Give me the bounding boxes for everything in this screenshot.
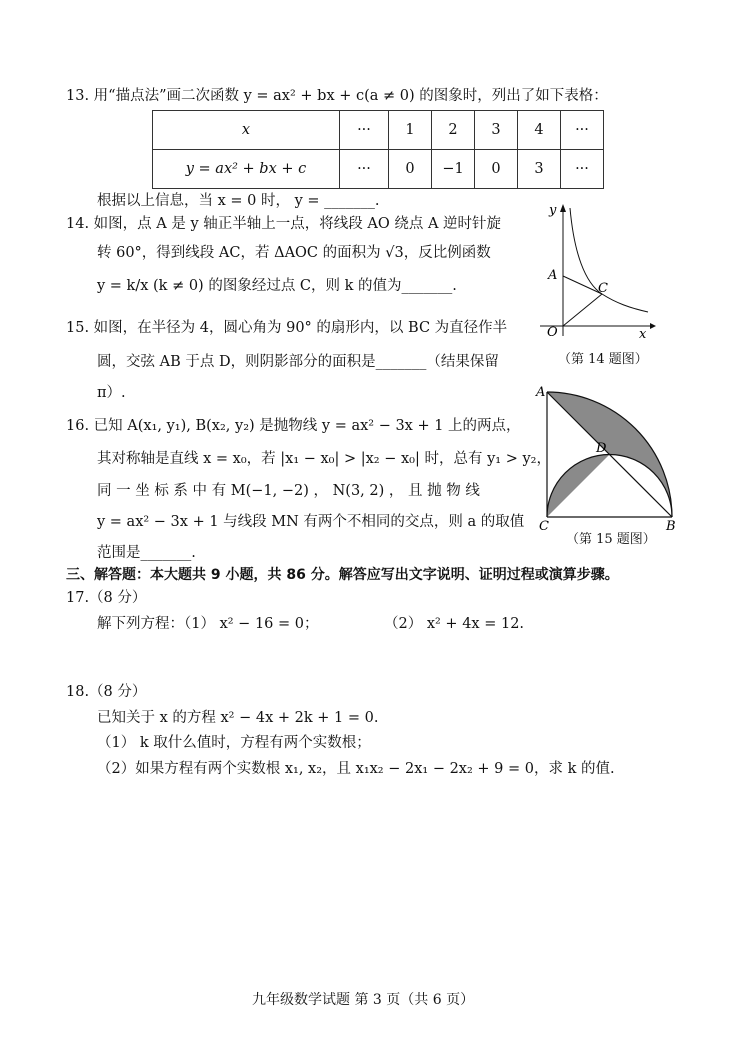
q15-caption: （第 15 题图）: [566, 532, 656, 547]
segment-ac: [563, 276, 602, 294]
label-c: C: [539, 519, 549, 530]
q17-heading: 17.（8 分）: [66, 590, 147, 606]
q18-heading: 18.（8 分）: [66, 684, 147, 700]
table-head-x: x: [153, 111, 340, 150]
table-cell: ···: [340, 111, 389, 150]
q18-part2: （2）如果方程有两个实数根 x₁, x₂，且 x₁x₂ − 2x₁ − 2x₂ + 9 = 0，求 k 的值.: [97, 761, 615, 777]
label-d: D: [596, 441, 607, 456]
shaded-semicircle-region: [547, 455, 610, 518]
table-row: [153, 111, 604, 150]
table-cell: 4: [518, 111, 561, 150]
label-o: O: [547, 325, 558, 340]
q17-part2: （2） x² + 4x = 12.: [384, 616, 525, 632]
label-a: A: [536, 385, 546, 400]
q14-line2: 转 60°，得到线段 AC，若 ΔAOC 的面积为 √3，反比例函数: [97, 245, 491, 261]
segment-oc: [563, 294, 602, 326]
y-axis-arrow-icon: [560, 204, 566, 212]
q15-line3: π）.: [97, 385, 126, 401]
q15-figure: [530, 380, 690, 530]
table-cell: −1: [432, 150, 475, 189]
q14-line1: 14. 如图，点 A 是 y 轴正半轴上一点，将线段 AO 绕点 A 逆时针旋: [66, 216, 502, 232]
q16-line5: 范围是_______.: [97, 545, 196, 561]
label-c: C: [598, 281, 608, 296]
q14-figure: [530, 198, 660, 343]
table-row: [153, 150, 604, 189]
q16-line2: 其对称轴是直线 x = x₀，若 |x₁ − x₀| > |x₂ − x₀| 时，总有 y₁ > y₂，: [97, 451, 551, 467]
section-heading: 三、解答题：本大题共 9 小题，共 86 分。解答应写出文字说明、证明过程或演算步骤。: [66, 567, 619, 583]
q16-line1: 16. 已知 A(x₁, y₁), B(x₂, y₂) 是抛物线 y = ax² − 3x + 1 上的两点，: [66, 418, 521, 434]
q17-part1: 解下列方程：（1） x² − 16 = 0；: [97, 616, 319, 632]
table-cell: ···: [340, 150, 389, 189]
table-cell: 3: [518, 150, 561, 189]
q13-value-table: [152, 110, 604, 189]
label-a: A: [548, 268, 558, 283]
q18-line1: 已知关于 x 的方程 x² − 4x + 2k + 1 = 0.: [97, 710, 379, 726]
q14-caption: （第 14 题图）: [558, 352, 648, 367]
q16-line3: 同 一 坐 标 系 中 有 M(−1, −2) ， N(3, 2) ， 且 抛 物 线: [97, 483, 480, 499]
q13-question: 根据以上信息，当 x = 0 时， y = _______.: [97, 193, 380, 209]
table-cell: 0: [389, 150, 432, 189]
label-x: x: [639, 327, 647, 342]
table-cell: 0: [475, 150, 518, 189]
table-head-y: y = ax² + bx + c: [153, 150, 340, 189]
table-cell: 1: [389, 111, 432, 150]
table-cell: 2: [432, 111, 475, 150]
q16-line4: y = ax² − 3x + 1 与线段 MN 有两个不相同的交点，则 a 的取值: [97, 514, 525, 530]
q18-part1: （1） k 取什么值时，方程有两个实数根；: [97, 735, 371, 751]
q15-line2: 圆，交弦 AB 于点 D，则阴影部分的面积是_______（结果保留: [97, 354, 499, 370]
label-b: B: [666, 519, 676, 530]
q14-line3: y = k/x (k ≠ 0) 的图象经过点 C，则 k 的值为_______.: [97, 278, 457, 294]
table-cell: 3: [475, 111, 518, 150]
table-cell: ···: [561, 150, 604, 189]
q15-line1: 15. 如图，在半径为 4，圆心角为 90° 的扇形内，以 BC 为直径作半: [66, 320, 508, 336]
hyperbola-curve: [570, 208, 648, 312]
q13-stem: 13. 用“描点法”画二次函数 y = ax² + bx + c(a ≠ 0) 的图象时，列出了如下表格：: [66, 88, 608, 104]
table-cell: ···: [561, 111, 604, 150]
page-footer: 九年级数学试题 第 3 页（共 6 页）: [252, 992, 475, 1008]
x-axis-arrow-icon: [650, 323, 656, 329]
label-y: y: [549, 203, 557, 218]
